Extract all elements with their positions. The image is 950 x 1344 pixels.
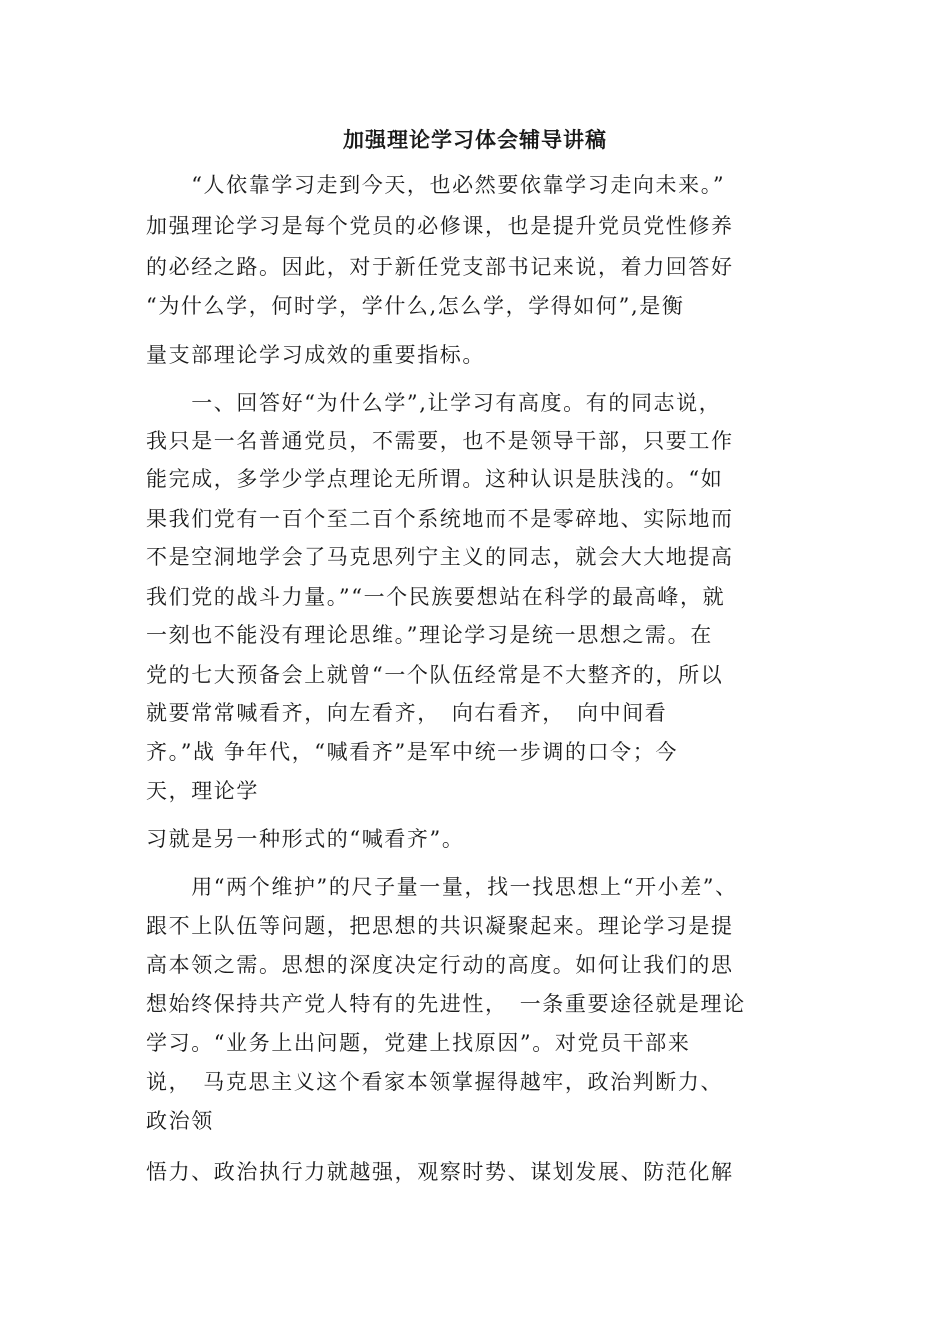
text-line: 我只是一名普通党员，不需要，也不是领导干部，只要工作: [146, 429, 734, 453]
text-line: 一、回答好“为什么学”,让学习有高度。有的同志说，: [146, 391, 722, 415]
text-line: 量支部理论学习成效的重要指标。: [146, 343, 485, 367]
text-line: 一刻也不能没有理论思维。”理论学习是统一思想之需。在: [146, 623, 713, 647]
text-line: 党的七大预备会上就曾“一个队伍经常是不大整齐的，所以: [146, 663, 724, 687]
text-line: 的必经之路。因此，对于新任党支部书记来说，着力回答好: [146, 255, 734, 279]
text-line: 悟力、政治执行力就越强，观察时势、谋划发展、防范化解: [146, 1160, 734, 1184]
text-line: 跟不上队伍等问题，把思想的共识凝聚起来。理论学习是提: [146, 914, 734, 938]
text-line: 加强理论学习是每个党员的必修课，也是提升党员党性修养: [146, 214, 734, 238]
text-line: 齐。”战 争年代，“喊看齐”是军中统一步调的口令；今: [146, 740, 678, 764]
text-line: 学习。“业务上出问题，党建上找原因”。对党员干部来: [146, 1031, 691, 1055]
text-line: 果我们党有一百个至二百个系统地而不是零碎地、实际地而: [146, 507, 734, 531]
text-line: 我们党的战斗力量。”“一个民族要想站在科学的最高峰，就: [146, 585, 726, 609]
text-line: 用“两个维护”的尺子量一量，找一找思想上“开小差”、: [146, 875, 738, 899]
text-line: 政治领: [146, 1109, 214, 1133]
text-line: “为什么学，何时学，学什么,怎么学，学得如何”,是衡: [146, 294, 685, 318]
text-line: “人依靠学习走到今天，也必然要依靠学习走向未来。”: [146, 173, 726, 197]
text-line: 高本领之需。思想的深度决定行动的高度。如何让我们的思: [146, 953, 734, 977]
text-line: 习就是另一种形式的“喊看齐”。: [146, 827, 465, 851]
text-line: 不是空洞地学会了马克思列宁主义的同志，就会大大地提高: [146, 545, 734, 569]
text-line: 想始终保持共产党人特有的先进性， 一条重要途径就是理论: [146, 992, 746, 1016]
text-line: 能完成，多学少学点理论无所谓。这种认识是肤浅的。“如: [146, 467, 724, 491]
text-line: 就要常常喊看齐，向左看齐， 向右看齐， 向中间看: [146, 701, 668, 725]
text-line: 天，理论学: [146, 779, 259, 803]
document-title: 加强理论学习体会辅导讲稿: [343, 127, 607, 152]
text-line: 说， 马克思主义这个看家本领掌握得越牢，政治判断力、: [146, 1070, 724, 1094]
